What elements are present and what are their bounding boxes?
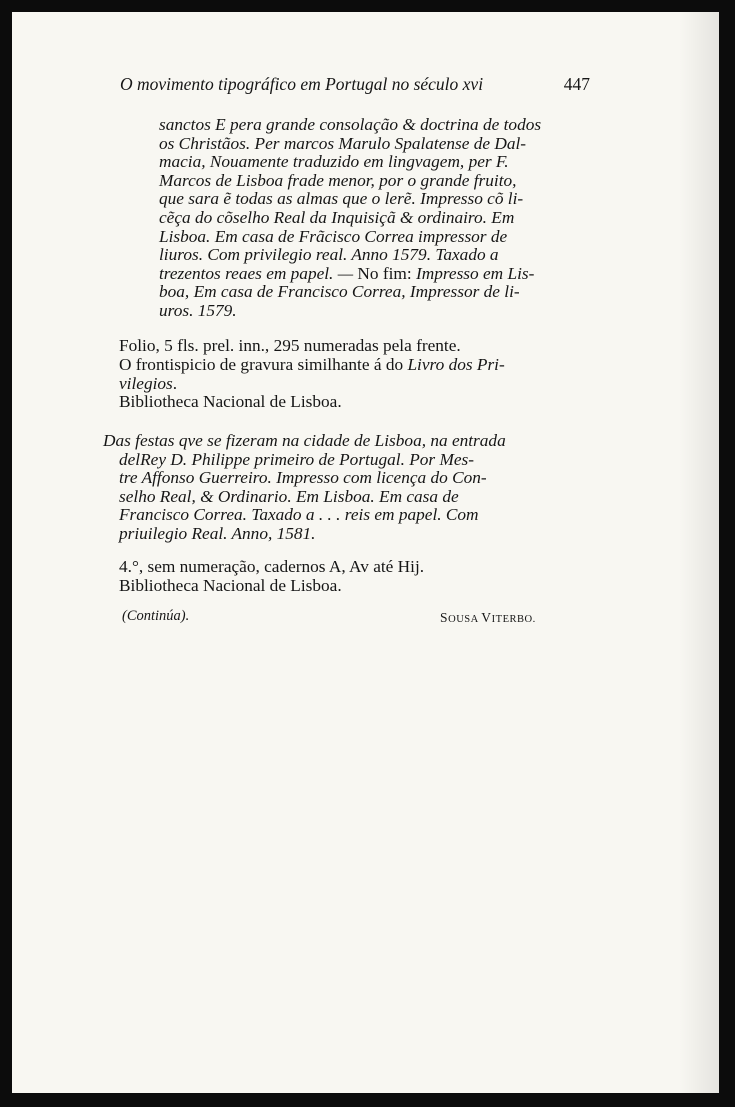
text-fragment: Livro dos Pri- [407,354,505,374]
text-line: selho Real, & Ordinario. Em Lisboa. Em casa de [119,486,459,506]
text-line: que sara ẽ todas as almas que o lerẽ. Impresso cõ li- [159,189,524,209]
entry-1-title-block [159,116,541,321]
signature-initial: S [440,610,449,625]
text-line: liuros. Com privilegio real. Anno 1579. Taxado a [159,245,499,265]
author-signature [440,610,536,626]
text-line: Francisco Correa. Taxado a . . . reis em papel. Com [119,505,479,525]
running-header [120,74,590,95]
text-line: macia, Nouamente traduzido em lingvagem, per F. [159,152,509,172]
frontispiece-line [119,356,505,375]
text-line: Marcos de Lisboa frade menor, por o grande fruito, [159,170,517,190]
text-fragment: No fim: [357,263,416,283]
folio-line: Folio, 5 fls. prel. inn., 295 numeradas pela frente. [119,336,461,355]
document-page [12,12,719,1093]
library-line: Bibliotheca Nacional de Lisboa. [119,575,342,595]
entry-1-description [119,337,505,412]
frontispiece-line-2 [119,375,505,394]
text-line: uros. 1579. [159,300,237,320]
library-line: Bibliotheca Nacional de Lisboa. [119,392,342,412]
text-fragment: . [172,373,178,393]
text-fragment: vilegios [119,373,173,393]
signature-initial: V [481,610,492,625]
text-fragment: trezentos reaes em papel. — [159,263,358,283]
text-fragment: Impresso em Lis- [415,263,535,283]
text-line: priuilegio Real. Anno, 1581. [119,523,316,543]
entry-2-title-block [103,432,506,544]
text-line: Lisboa. Em casa de Frãcisco Correa impressor de [159,226,508,246]
text-line: os Christãos. Per marcos Marulo Spalatense de Dal- [159,133,527,153]
page-header-title: O movimento tipográfico em Portugal no século xvi [120,74,484,94]
format-line: 4.°, sem numeração, cadernos A, Av até Hij. [119,557,425,576]
text-line: sanctos E pera grande consolação & doctrina de todos [159,115,542,134]
text-line [159,265,541,284]
entry-2-description [119,558,424,596]
continua-note: (Continúa). [122,608,190,624]
text-line: cẽça do cõselho Real da Inquisiçã & ordinairo. Em [159,207,515,227]
page-number: 447 [563,74,590,94]
text-fragment: O frontispicio de gravura similhante á do [119,354,408,374]
text-line: boa, Em casa de Francisco Correa, Impressor de li- [159,282,520,302]
signature-rest: OUSA [448,614,482,625]
text-line: Das festas qve se fizeram na cidade de Lisboa, na entrada [103,431,506,450]
signature-rest: ITERBO. [491,614,536,625]
text-line: tre Affonso Guerreiro. Impresso com licença do Con- [119,468,487,488]
text-line: delRey D. Philippe primeiro de Portugal. Por Mes- [119,449,474,469]
